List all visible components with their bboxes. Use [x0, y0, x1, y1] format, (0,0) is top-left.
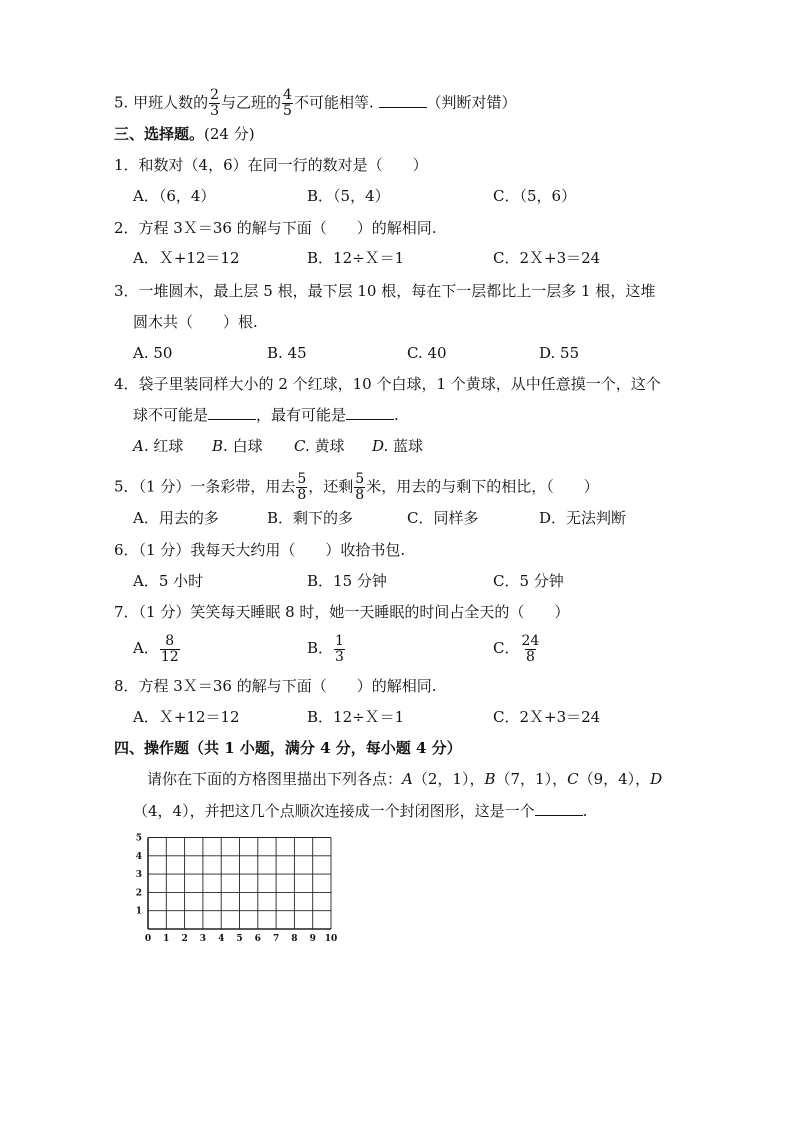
option-d[interactable]: D. 蓝球	[372, 437, 424, 455]
option-a[interactable]: A． $\frac{8}{12}$	[133, 632, 179, 665]
option-c[interactable]: C． $\frac{24}{8}$	[493, 632, 540, 665]
judge-item-5: 5. 甲班人数的 $\frac{2}{3}$ 与乙班的 $\frac{4}{5}$ 不可能相等. （判断对错）	[114, 87, 517, 119]
answer-blank[interactable]	[346, 405, 394, 420]
x-tick-label: 8	[291, 934, 298, 944]
y-tick-label: 4	[135, 851, 142, 862]
question-1: 1．和数对（4，6）在同一行的数对是（ ）	[114, 156, 428, 174]
fraction-24-8: $\frac{24}{8}$	[521, 632, 540, 665]
option-c[interactable]: C．2Ｘ+3＝24	[493, 708, 601, 726]
operation-instruction-continued: （4，4），并把这几个点顺次连接成一个封闭图形，这是一个 .	[133, 802, 588, 820]
y-tick-label: 5	[135, 833, 142, 844]
y-tick-label: 3	[135, 870, 142, 881]
option-c[interactable]: C. 黄球	[294, 437, 345, 455]
x-tick-label: 7	[272, 934, 280, 944]
option-d[interactable]: D. 55	[539, 344, 580, 362]
question-6: 6．（1 分）我每天大约用（ ）收拾书包.	[114, 541, 406, 559]
option-b[interactable]: B．12÷Ｘ＝1	[307, 249, 405, 267]
x-tick-label: 1	[163, 934, 170, 944]
section-heading-choice: 三、选择题。(24 分)	[114, 125, 255, 143]
section-heading-operation: 四、操作题（共 1 小题，满分 4 分，每小题 4 分）	[114, 739, 462, 757]
question-5: 5．（1 分）一条彩带，用去 $\frac{5}{8}$ ，还剩 $\frac{5}{8}$ 米，用去的与剩下的相比，（ ）	[114, 471, 599, 503]
x-tick-label: 3	[199, 934, 207, 944]
fraction-2-3: $\frac{2}{3}$	[210, 87, 220, 119]
question-8: 8．方程 3Ｘ＝36 的解与下面（ ）的解相同.	[114, 677, 437, 695]
option-c[interactable]: C. 40	[407, 344, 447, 362]
x-tick-label: 9	[309, 934, 316, 944]
option-a[interactable]: A．用去的多	[133, 509, 219, 527]
option-a[interactable]: A．Ｘ+12＝12	[133, 708, 240, 726]
x-tick-label: 5	[236, 934, 243, 944]
operation-instruction: 请你在下面的方格图里描出下列各点：A（2，1），B（7，1），C（9，4），D	[147, 770, 663, 788]
fraction-5-8: $\frac{5}{8}$	[297, 471, 307, 503]
option-b[interactable]: B．（5，4）	[307, 187, 390, 205]
option-d[interactable]: D．无法判断	[539, 509, 627, 527]
question-3: 3．一堆圆木，最上层 5 根，最下层 10 根，每在下一层都比上一层多 1 根，这堆	[114, 282, 656, 300]
option-b[interactable]: B．剩下的多	[267, 509, 354, 527]
question-3-continued: 圆木共（ ）根.	[133, 313, 258, 331]
x-tick-label: 0	[144, 934, 152, 944]
option-a[interactable]: A. 50	[133, 344, 173, 362]
answer-blank[interactable]	[208, 405, 256, 420]
option-c[interactable]: C．（5，6）	[493, 187, 577, 205]
fraction-8-12: $\frac{8}{12}$	[160, 632, 179, 665]
question-4-continued: 球不可能是 ，最有可能是 .	[133, 406, 399, 424]
option-c[interactable]: C．同样多	[407, 509, 479, 527]
fraction-4-5: $\frac{4}{5}$	[283, 87, 292, 119]
option-c[interactable]: C．2Ｘ+3＝24	[493, 249, 601, 267]
coordinate-grid	[132, 828, 342, 944]
question-4: 4．袋子里装同样大小的 2 个红球，10 个白球，1 个黄球，从中任意摸一个，这个	[114, 375, 661, 393]
question-7: 7．（1 分）笑笑每天睡眠 8 时，她一天睡眠的时间占全天的（ ）	[114, 603, 570, 621]
option-b[interactable]: B．15 分钟	[307, 572, 387, 590]
option-b[interactable]: B．12÷Ｘ＝1	[307, 708, 405, 726]
x-tick-label: 2	[181, 934, 188, 944]
x-tick-label: 10	[324, 934, 338, 944]
x-tick-label: 4	[218, 934, 225, 944]
option-a[interactable]: A．5 小时	[133, 572, 204, 590]
x-tick-label: 6	[254, 934, 261, 944]
y-tick-label: 2	[135, 888, 142, 899]
option-a[interactable]: A．Ｘ+12＝12	[133, 249, 240, 267]
option-a[interactable]: A．（6，4）	[133, 187, 216, 205]
option-c[interactable]: C．5 分钟	[493, 572, 564, 590]
option-b[interactable]: B. 白球	[212, 437, 263, 455]
y-tick-label: 1	[135, 906, 142, 917]
fraction-5-8: $\frac{5}{8}$	[355, 471, 365, 503]
option-b[interactable]: B. 45	[267, 344, 307, 362]
answer-blank[interactable]	[379, 93, 427, 108]
question-2: 2．方程 3Ｘ＝36 的解与下面（ ）的解相同.	[114, 219, 437, 237]
answer-blank[interactable]	[535, 801, 583, 816]
option-a[interactable]: A. 红球	[133, 437, 184, 455]
option-b[interactable]: B． $\frac{1}{3}$	[307, 632, 344, 665]
fraction-1-3: $\frac{1}{3}$	[335, 632, 344, 665]
